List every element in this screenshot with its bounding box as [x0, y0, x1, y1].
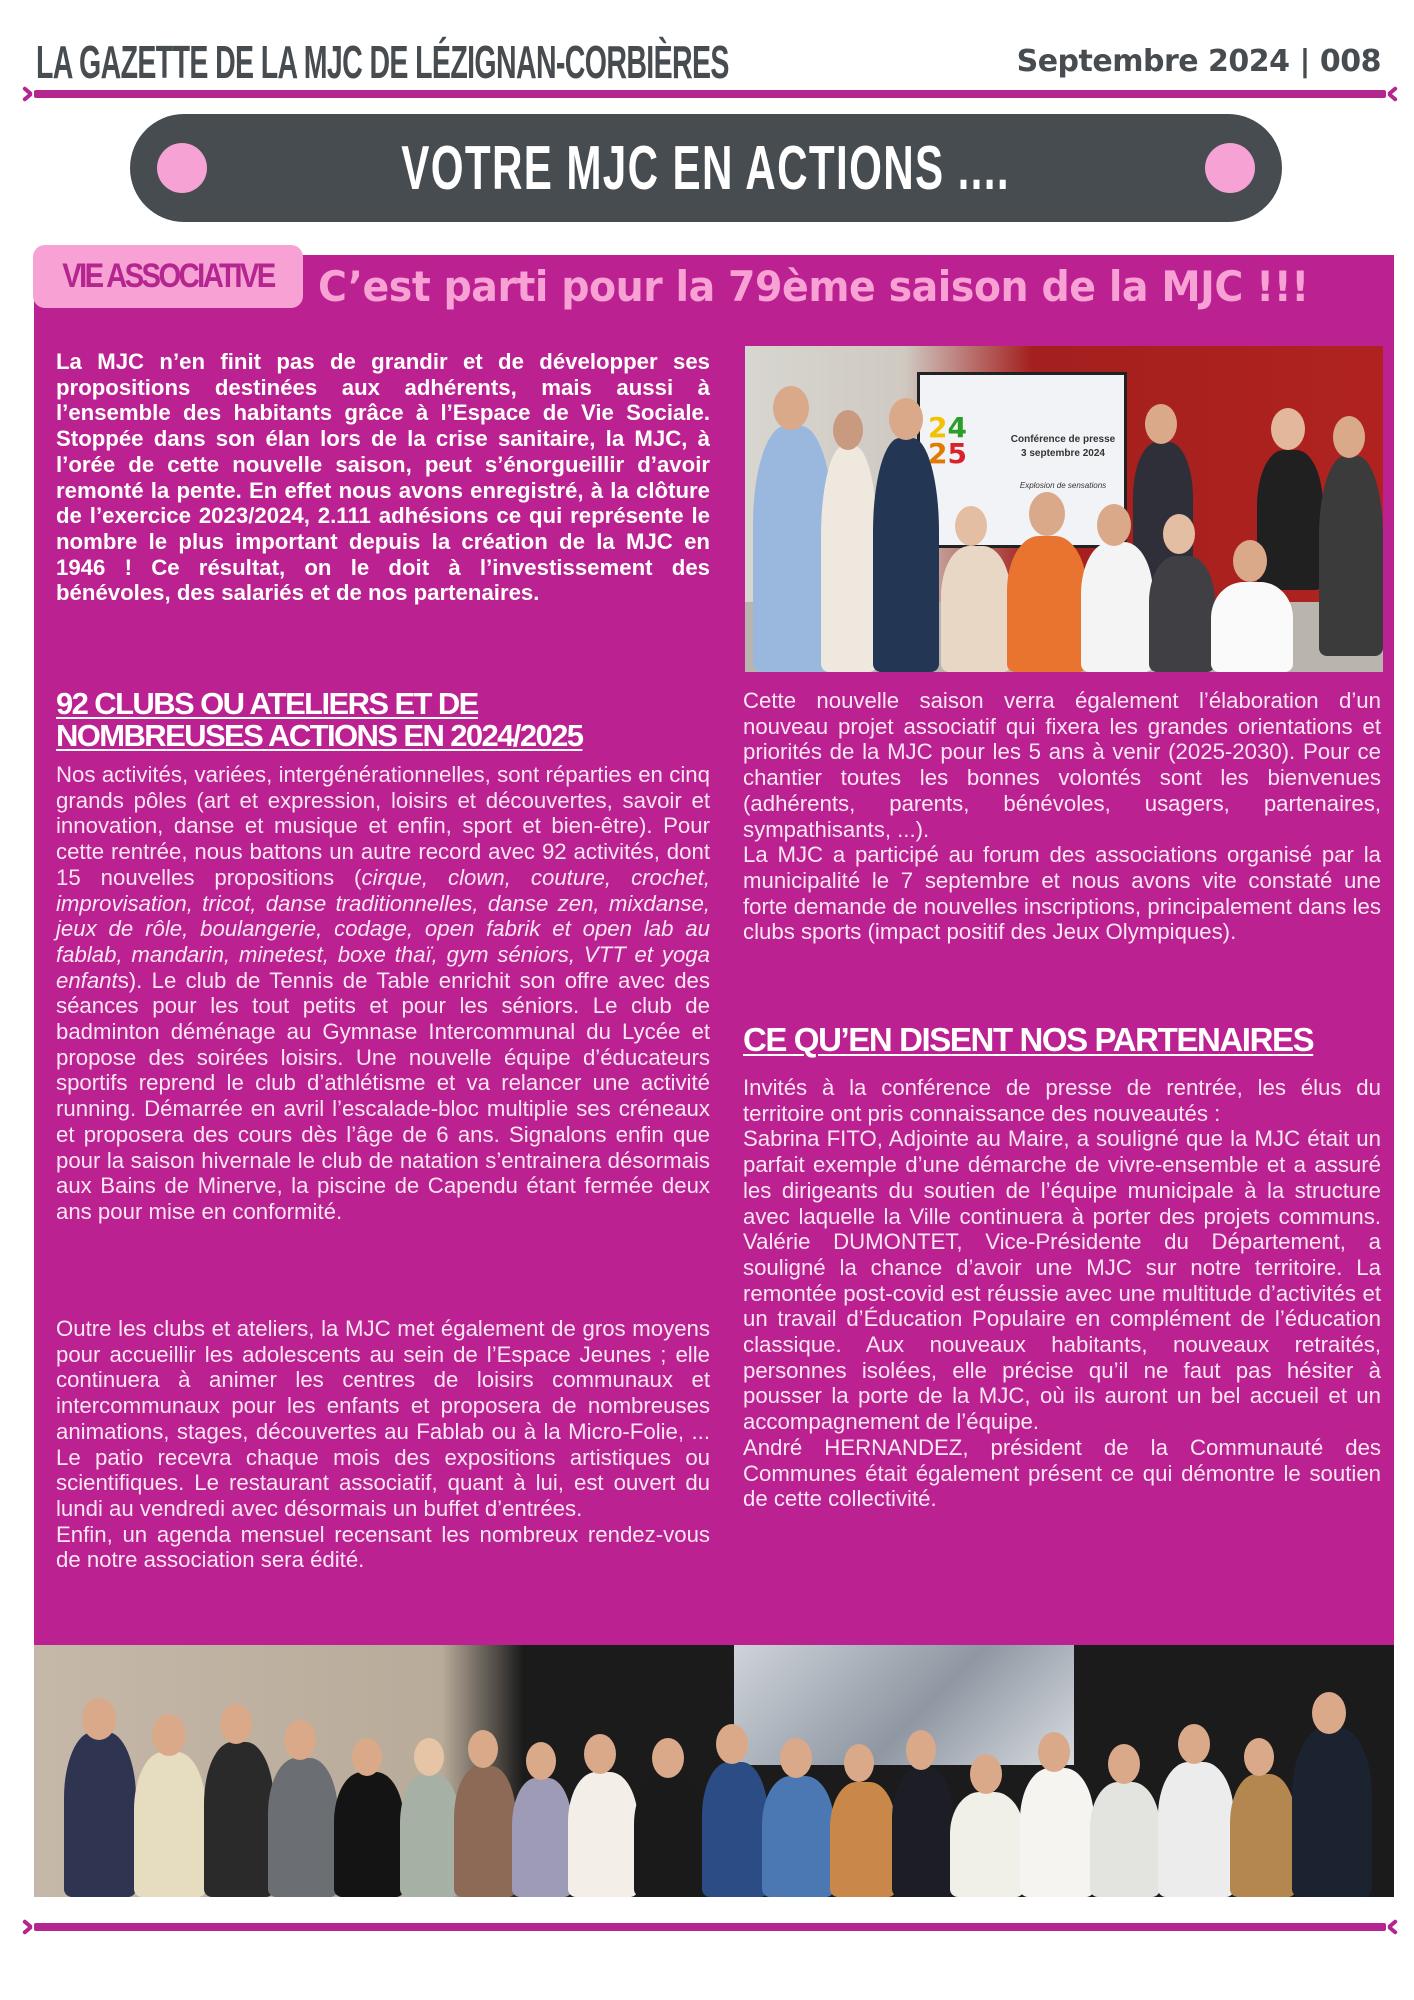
- screen-line: 3 septembre 2024: [1021, 448, 1105, 459]
- person-head: [1029, 492, 1065, 536]
- person-head: [780, 1738, 812, 1778]
- person: [634, 1776, 704, 1897]
- person: [1292, 1728, 1372, 1897]
- intro-paragraph: La MJC n’en finit pas de grandir et de développer ses propositions destinées aux adhérents, mais aussi à l’ensemble des habitants grâce à l’Espace de Vie Sociale. Stoppée dans son élan lors de la crise sanitaire, la MJC, à l’orée de cette nouvelle saison, peut s’énorgueillir d’avoir remonté la pente. En effet nous avons enregistré, à la clôture de l’exercice 2023/2024, 2.111 adhésions ce qui représente le nombre le plus important depuis la création de la MJC en 1946 ! Ce résultat, on le doit à l’investissement des bénévoles, des salariés et de nos partenaires.: [56, 349, 710, 606]
- person: [1158, 1762, 1234, 1897]
- gazette-title: LA GAZETTE DE LA MJC DE LÉZIGNAN-CORBIÈRES: [36, 36, 729, 88]
- person: [268, 1758, 338, 1897]
- crowd: [34, 1692, 1394, 1897]
- person-head: [1038, 1732, 1070, 1772]
- person-head: [468, 1730, 498, 1768]
- category-badge: [33, 245, 303, 308]
- person-head: [414, 1738, 444, 1776]
- person: [1020, 1768, 1094, 1897]
- person: [1211, 582, 1293, 672]
- person: [892, 1768, 954, 1897]
- press-conference-photo: [745, 346, 1383, 672]
- person-head: [584, 1734, 616, 1774]
- person: [1257, 450, 1323, 590]
- clubs-text-start: Nos activités, variées, intergénérationnelles, sont réparties en cinq grands pôles (art et expression, loisirs et découvertes, savoir et innovation, danse et musique et enfin, sport et bien-être). Pour cette rentrée, nous battons un autre record avec 92 activités, dont 15 nouvelles propositions (: [56, 762, 710, 890]
- person: [400, 1774, 460, 1897]
- person-head: [526, 1742, 556, 1780]
- person-head: [1244, 1738, 1274, 1776]
- person-head: [1312, 1692, 1346, 1734]
- person: [1081, 542, 1153, 672]
- screen-line: Conférence de presse: [1010, 434, 1116, 445]
- article-intro: [56, 349, 710, 606]
- section-banner: [130, 114, 1282, 222]
- person-head: [1163, 514, 1195, 554]
- person-head: [352, 1738, 382, 1776]
- person: [873, 438, 939, 672]
- group-photo: [34, 1645, 1394, 1897]
- person-head: [152, 1714, 186, 1756]
- person-head: [955, 506, 987, 546]
- partners-quotes-text: Sabrina FITO, Adjointe au Maire, a souligné que la MJC était un parfait exemple d’une démarche de vivre-ensemble et a assuré les dirigeants du soutien de l’équipe municipale à la structure avec laquelle la Ville continuera à porter des projets communs. Valérie DUMONTET, Vice-Présidente du Département, a souligné la chance d’avoir une MJC sur notre territoire. La remontée post-covid est réussie avec une multitude d’activités et un travail d’Éducation Populaire en complément de l’éducation classique. Aux nouveaux habitants, nouveaux retraités, personnes isolées, elle précise qu’il ne faut pas hésiter à pousser la porte de la MJC, où ils auront un bel accueil et un accompagnement de l’équipe.: [743, 1126, 1381, 1435]
- person-head: [833, 410, 863, 450]
- divider-end-right-icon: [1384, 87, 1398, 101]
- new-activities-list: cirque, clown, couture, crochet, improvisation, tricot, danse traditionnelles, danse zen, mixdanse, jeux de rôle, boulangerie, codage, open fabrik et open lab au fablab, mandarin, minetest, boxe thaï, gym séniors, VTT et yoga enfant: [56, 864, 710, 993]
- heading-line: NOMBREUSES ACTIONS EN 2024/2025: [56, 718, 583, 753]
- person-head: [1233, 540, 1267, 582]
- person: [334, 1772, 404, 1897]
- partners-closing-text: André HERNANDEZ, président de la Communauté des Communes était également présent ce qui démontre le soutien de cette collectivité.: [743, 1434, 1381, 1512]
- person-head: [906, 1730, 936, 1770]
- section-heading-clubs: [56, 688, 582, 752]
- person: [204, 1742, 274, 1897]
- person-head: [1178, 1724, 1210, 1764]
- agenda-text: Enfin, un agenda mensuel recensant les nombreux rendez-vous de notre association sera édité.: [56, 1521, 710, 1573]
- person-head: [889, 398, 923, 440]
- screen-tagline: Explosion de sensations: [1019, 481, 1107, 490]
- person: [1007, 536, 1087, 672]
- header-divider: [34, 90, 1386, 98]
- person-head: [1271, 408, 1305, 450]
- person: [1090, 1782, 1160, 1897]
- category-badge-label: VIE ASSOCIATIVE: [62, 257, 274, 295]
- article-title: C’est parti pour la 79ème saison de la MJC !!!: [318, 262, 1309, 311]
- person: [454, 1766, 516, 1897]
- person-head: [716, 1724, 748, 1764]
- youth-paragraph: [56, 1316, 710, 1573]
- new-season-paragraph: [743, 688, 1381, 945]
- person: [941, 546, 1011, 672]
- pink-dot-icon: [157, 143, 207, 193]
- divider-end-left-icon: [22, 1920, 36, 1934]
- clubs-text: [56, 762, 710, 1225]
- person-head: [1333, 416, 1365, 458]
- project-text: Cette nouvelle saison verra également l’élaboration d’un nouveau projet associatif qui fixera les grandes orientations et priorités de la MJC pour les 5 ans à venir (2025-2030). Pour ce chantier toutes les bonnes volontés sont les bienvenues (adhérents, parents, bénévoles, usagers, partenaires, sympathisants, ...).: [743, 688, 1381, 842]
- person: [134, 1752, 206, 1897]
- clubs-text-end: s). Le club de Tennis de Table enrichit son offre avec des séances pour les tout petits et pour les séniors. Le club de badminton déménage au Gymnase Intercommunal du Lycée et propose des soirées loisirs. Une nouvelle équipe d’éducateurs sportifs reprend le club d’athlétisme et va relancer une activité running. Démarrée en avril l’escalade-bloc multiplie ses créneaux et proposera des cours dès l’âge de 6 ans. Signalons enfin que pour la saison hivernale le club de natation s’entrainera désormais aux Bains de Minerve, la piscine de Capendu étant fermée deux ans pour mise en conformité.: [56, 967, 710, 1224]
- person-head: [652, 1738, 684, 1778]
- person: [702, 1762, 768, 1897]
- person: [64, 1732, 136, 1897]
- divider-end-left-icon: [22, 87, 36, 101]
- person: [568, 1772, 638, 1897]
- divider-end-right-icon: [1384, 1920, 1398, 1934]
- person-head: [844, 1744, 874, 1782]
- person: [1319, 456, 1383, 656]
- person-head: [773, 386, 809, 430]
- person-head: [284, 1720, 316, 1760]
- person: [512, 1778, 572, 1897]
- person: [950, 1792, 1024, 1897]
- section-heading-partners: CE QU’EN DISENT NOS PARTENAIRES: [743, 1021, 1314, 1058]
- footer-divider: [34, 1923, 1386, 1931]
- person: [762, 1776, 834, 1897]
- person-head: [1145, 404, 1177, 444]
- person-head: [220, 1704, 252, 1744]
- pink-dot-icon: [1205, 143, 1255, 193]
- clubs-paragraph: [56, 762, 710, 1225]
- person: [830, 1782, 896, 1897]
- person-head: [1097, 504, 1131, 546]
- person: [1230, 1774, 1296, 1897]
- section-banner-title: VOTRE MJC EN ACTIONS ....: [401, 133, 1011, 203]
- screen-year-numbers: 24 25: [928, 411, 967, 470]
- youth-text: Outre les clubs et ateliers, la MJC met également de gros moyens pour accueillir les adolescents au sein de l’Espace Jeunes ; elle continuera à animer les centres de loisirs communaux et intercommunaux pour les enfants et proposera de nombreuses animations, stages, découvertes au Fablab ou à la Micro-Folie, ... Le patio recevra chaque mois des expositions artistiques ou scientifiques. Le restaurant associatif, quant à lui, est ouvert du lundi au vendredi avec désormais un buffet d’entrées.: [56, 1316, 710, 1521]
- heading-line: 92 CLUBS OU ATELIERS ET DE: [56, 686, 478, 721]
- partners-paragraph: [743, 1075, 1381, 1512]
- person: [821, 446, 877, 672]
- person-head: [1108, 1744, 1140, 1784]
- screen-caption: [998, 433, 1128, 493]
- person-head: [970, 1754, 1002, 1794]
- person-head: [82, 1698, 116, 1740]
- person: [1149, 556, 1215, 672]
- presentation-screen: [917, 372, 1127, 548]
- issue-date-number: Septembre 2024 | 008: [1016, 44, 1381, 79]
- forum-text: La MJC a participé au forum des associations organisé par la municipalité le 7 septembre et nous avons vite constaté une forte demande de nouvelles inscriptions, principalement dans les clubs sports (impact positif des Jeux Olympiques).: [743, 842, 1381, 945]
- partners-intro-text: Invités à la conférence de presse de rentrée, les élus du territoire ont pris connaissance des nouveautés :: [743, 1075, 1381, 1126]
